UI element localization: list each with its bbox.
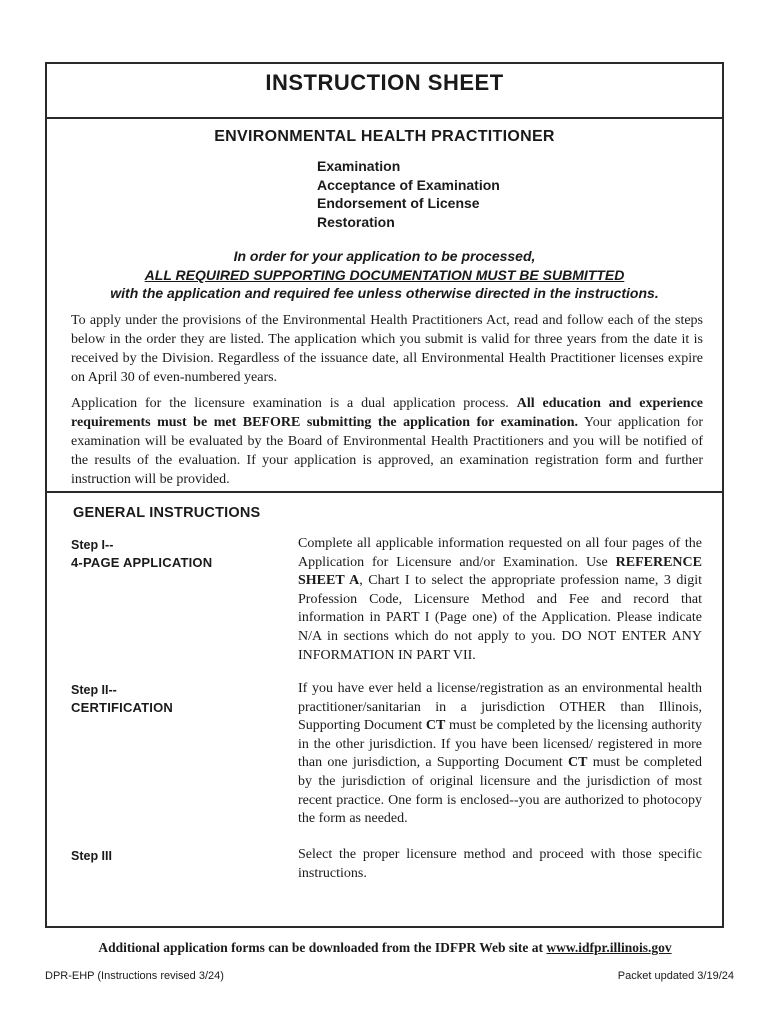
step-number: Step III — [71, 849, 112, 863]
subtitle: ENVIRONMENTAL HEALTH PRACTITIONER — [214, 128, 555, 145]
download-note-text: Additional application forms can be downloaded from the IDFPR Web site at — [98, 940, 547, 955]
paragraph-bold-text: All education and experience requirements must be met BEFORE submitting the application for examination. — [71, 396, 703, 430]
general-instructions-heading: GENERAL INSTRUCTIONS — [73, 505, 261, 521]
title-box — [47, 64, 722, 119]
page-title: INSTRUCTION SHEET — [265, 70, 504, 95]
website-link[interactable]: www.idfpr.illinois.gov — [546, 940, 672, 955]
step-2-text — [298, 680, 702, 829]
section-divider — [47, 491, 722, 493]
step-text-part: must be completed by the licensing authority in the other jurisdiction. If you have been licensed/ registered in more than one jurisdiction, a Supporting Document — [298, 718, 702, 771]
download-note — [0, 940, 770, 956]
step-text-part: , Chart I to select the appropriate profession name, 3 digit Profession Code, Licensure Method and Fee and record that information in PART I (Page one) of the Application. Please indicate N/A in sections which do not apply to you. DO NOT ENTER ANY INFORMATION IN PART VII. — [298, 573, 702, 663]
submission-notice — [47, 247, 722, 303]
step-title: 4-PAGE APPLICATION — [71, 555, 213, 570]
notice-line-2: ALL REQUIRED SUPPORTING DOCUMENTATION MUST BE SUBMITTED — [144, 266, 625, 283]
paragraph-text: Application for the licensure examination is a dual application process. — [71, 396, 517, 411]
application-type-item: Examination — [317, 158, 401, 174]
application-type-item: Endorsement of License — [317, 195, 480, 211]
dual-process-paragraph — [71, 394, 703, 489]
supporting-document-ct: CT — [425, 718, 446, 734]
step-text-part: Complete all applicable information requested on all four pages of the Application for Licensure and/or Examination. Use — [298, 536, 702, 570]
intro-paragraph: To apply under the provisions of the Environmental Health Practitioners Act, read and follow each of the steps below in the order they are listed. The application which you submit is valid for three years from the date it is received by the Division. Regardless of the issuance date, all Environmental Health Practitioner licenses expire on April 30 of even-numbered years. — [71, 313, 703, 385]
instruction-frame — [45, 62, 724, 928]
supporting-document-ct: CT — [567, 755, 588, 771]
step-text-part: If you have ever held a license/registration as an environmental health practitioner/sanitarian in a jurisdiction OTHER than Illinois, Supporting Document — [298, 681, 702, 734]
reference-sheet-a: REFERENCE SHEET A — [298, 554, 702, 589]
form-revision-label: DPR-EHP (Instructions revised 3/24) — [45, 970, 224, 982]
step-title: CERTIFICATION — [71, 700, 174, 715]
step-1-label — [71, 537, 212, 571]
step-number: Step II-- — [71, 683, 117, 697]
paragraph-text: Your application for examination will be evaluated by the Board of Environmental Health Practitioners and you will be notified of the results of the evaluation. If your application is approved, an examination registration form and further instruction will be provided. — [71, 415, 703, 487]
application-type-item: Acceptance of Examination — [317, 176, 500, 193]
step-text-part: must be completed by the jurisdiction of original licensure and the jurisdiction of most recent practice. One form is enclosed--you are authorized to photocopy the form as needed. — [298, 755, 702, 827]
notice-line-3: with the application and required fee unless otherwise directed in the instructions. — [110, 285, 659, 301]
step-number: Step I-- — [71, 538, 114, 552]
notice-line-1: In order for your application to be processed, — [233, 248, 536, 264]
step-3-label — [71, 848, 112, 865]
application-type-item: Restoration — [317, 213, 395, 230]
step-3-text: Select the proper licensure method and proceed with those specific instructions. — [298, 847, 702, 881]
application-types-list — [317, 157, 500, 231]
step-1-text — [298, 535, 702, 665]
packet-updated-label: Packet updated 3/19/24 — [617, 970, 734, 982]
step-2-label — [71, 682, 173, 716]
